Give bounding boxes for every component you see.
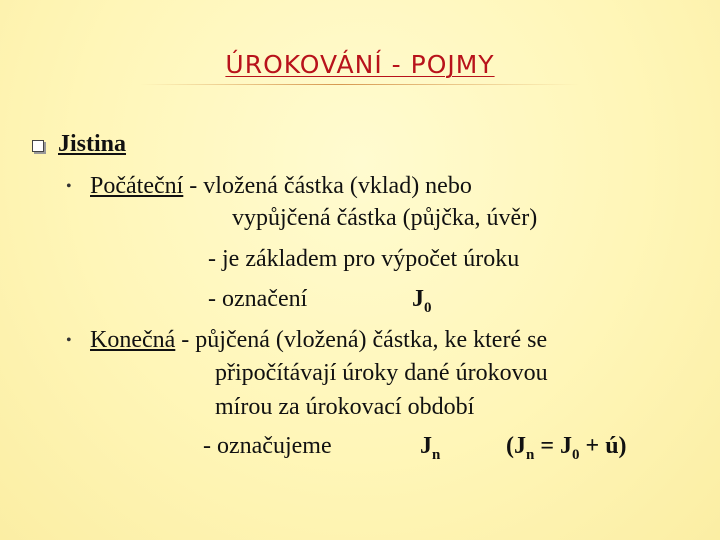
formula-sub-0: 0 bbox=[572, 447, 580, 463]
symbol-jn-subscript: n bbox=[432, 447, 441, 463]
title-divider bbox=[140, 84, 580, 85]
sub2-line1 bbox=[90, 326, 547, 354]
sub2-line3: mírou za úrokovací období bbox=[215, 394, 475, 420]
symbol-jn bbox=[420, 432, 440, 469]
formula-part-tail: + ú) bbox=[579, 433, 627, 459]
square-bullet-icon bbox=[32, 140, 44, 152]
dot-bullet-icon: • bbox=[66, 332, 72, 349]
symbol-j0-subscript: 0 bbox=[424, 300, 432, 316]
slide-title: ÚROKOVÁNÍ - POJMY bbox=[225, 50, 495, 79]
symbol-j0 bbox=[412, 285, 432, 322]
sub2-line2: připočítávají úroky dané úrokovou bbox=[215, 360, 548, 386]
symbol-j0-base: J bbox=[412, 286, 424, 312]
formula-part-mid: = J bbox=[534, 433, 573, 459]
sub1-line2: vypůjčená částka (půjčka, úvěr) bbox=[232, 205, 538, 231]
sub1-line1-text: - vložená částka (vklad) nebo bbox=[183, 173, 472, 199]
sub1-term: Počáteční bbox=[90, 173, 184, 199]
sub1-line1 bbox=[90, 172, 472, 200]
formula-part-open: (J bbox=[506, 433, 526, 459]
dot-bullet-icon: • bbox=[66, 178, 72, 195]
formula-sub-n: n bbox=[526, 447, 535, 463]
main-point-jistina: Jistina bbox=[58, 131, 127, 157]
sub1-line3: - je základem pro výpočet úroku bbox=[208, 246, 520, 272]
sub2-line4-label: - označujeme bbox=[203, 433, 332, 459]
symbol-jn-base: J bbox=[420, 433, 432, 459]
formula-jn bbox=[506, 432, 627, 469]
sub2-term: Konečná bbox=[90, 327, 176, 353]
sub1-line4-label: - označení bbox=[208, 286, 308, 312]
sub2-line1-text: - půjčená (vložená) částka, ke které se bbox=[175, 327, 548, 353]
